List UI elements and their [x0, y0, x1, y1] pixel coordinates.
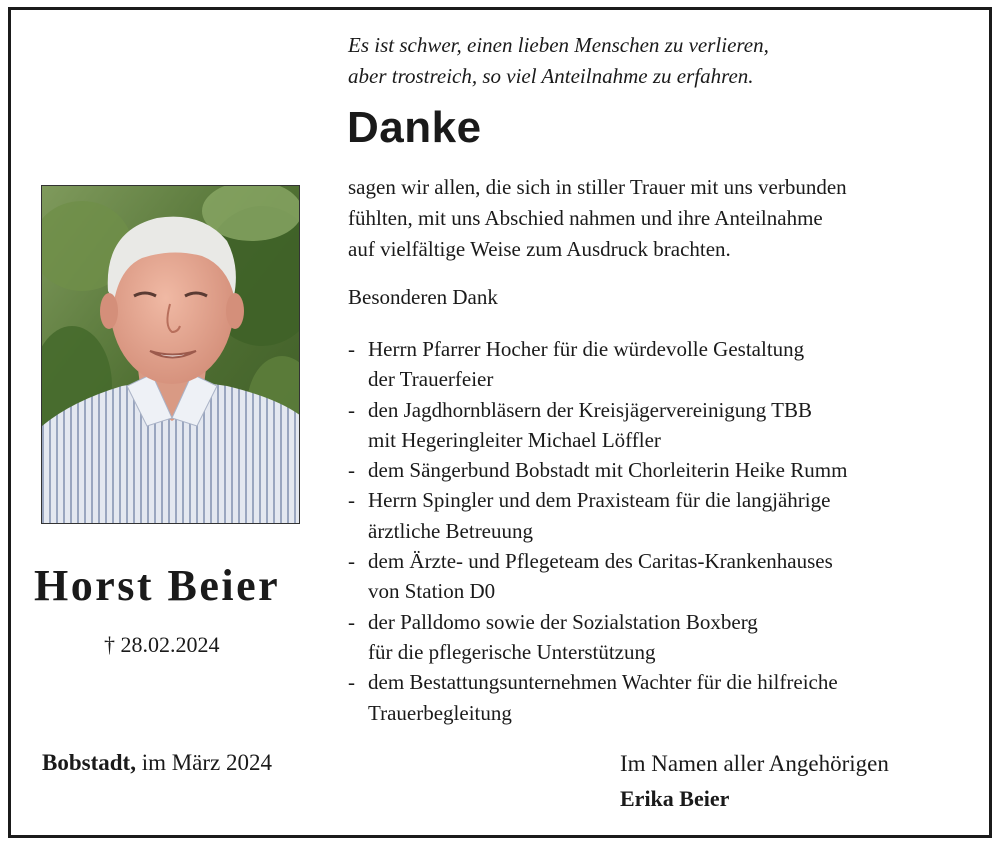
motto-quote [348, 30, 769, 92]
place-date [42, 750, 272, 776]
thanks-item-line: von Station D0 [368, 579, 496, 604]
thanks-item [348, 334, 847, 395]
death-date: † 28.02.2024 [104, 632, 220, 657]
intro-line-2: fühlten, mit uns Abschied nahmen und ihre Anteilnahme [348, 206, 823, 230]
thanks-list [348, 334, 847, 728]
dash-bullet: - [348, 609, 355, 634]
dash-bullet: - [348, 458, 355, 483]
intro-line-1: sagen wir allen, die sich in stiller Trauer mit uns verbunden [348, 175, 847, 199]
thanks-item-line: dem Bestattungsunternehmen Wachter für die hilfreiche [368, 670, 838, 695]
thank-you-heading: Danke [347, 103, 482, 152]
thanks-item [348, 667, 847, 728]
dash-bullet: - [348, 397, 355, 422]
thanks-item-line: ärztliche Betreuung [368, 518, 534, 543]
signature-name: Erika Beier [620, 786, 730, 811]
thanks-item-line: dem Ärzte- und Pflegeteam des Caritas-Krankenhauses [368, 549, 833, 574]
thanks-item-line: für die pflegerische Unterstützung [368, 639, 656, 664]
date-text: im März 2024 [135, 750, 273, 775]
thanks-item-line: Herrn Pfarrer Hocher für die würdevolle Gestaltung [368, 337, 805, 361]
thanks-item-line: der Palldomo sowie der Sozialstation Boxberg [368, 609, 758, 634]
dash-bullet: - [348, 488, 355, 513]
dash-bullet: - [348, 337, 355, 361]
thanks-item-line: dem Sängerbund Bobstadt mit Chorleiterin Heike Rumm [368, 458, 848, 483]
deceased-name: Horst Beier [34, 561, 281, 610]
dash-bullet: - [348, 670, 355, 695]
special-thanks-heading: Besonderen Dank [348, 285, 498, 309]
motto-line-2: aber trostreich, so viel Anteilnahme zu erfahren. [348, 64, 754, 88]
dash-bullet: - [348, 549, 355, 574]
thanks-item-line: Trauerbegleitung [368, 700, 512, 725]
portrait-photo [41, 185, 300, 524]
thanks-item [348, 455, 847, 485]
place-name: Bobstadt, [42, 750, 136, 775]
thanks-item [348, 485, 847, 546]
motto-line-1: Es ist schwer, einen lieben Menschen zu verlieren, [348, 33, 769, 57]
thanks-item [348, 546, 847, 607]
intro-line-3: auf vielfältige Weise zum Ausdruck brachten. [348, 237, 731, 261]
signature-line: Im Namen aller Angehörigen [620, 751, 889, 776]
thanks-item [348, 607, 847, 668]
thanks-item [348, 395, 847, 456]
thanks-item-line: der Trauerfeier [368, 367, 494, 392]
portrait-illustration [42, 186, 300, 524]
intro-text [348, 172, 847, 265]
thanks-item-line: Herrn Spingler und dem Praxisteam für die langjährige [368, 488, 831, 513]
thanks-item-line: mit Hegeringleiter Michael Löffler [368, 427, 661, 452]
thanks-item-line: den Jagdhornbläsern der Kreisjägervereinigung TBB [368, 397, 812, 422]
